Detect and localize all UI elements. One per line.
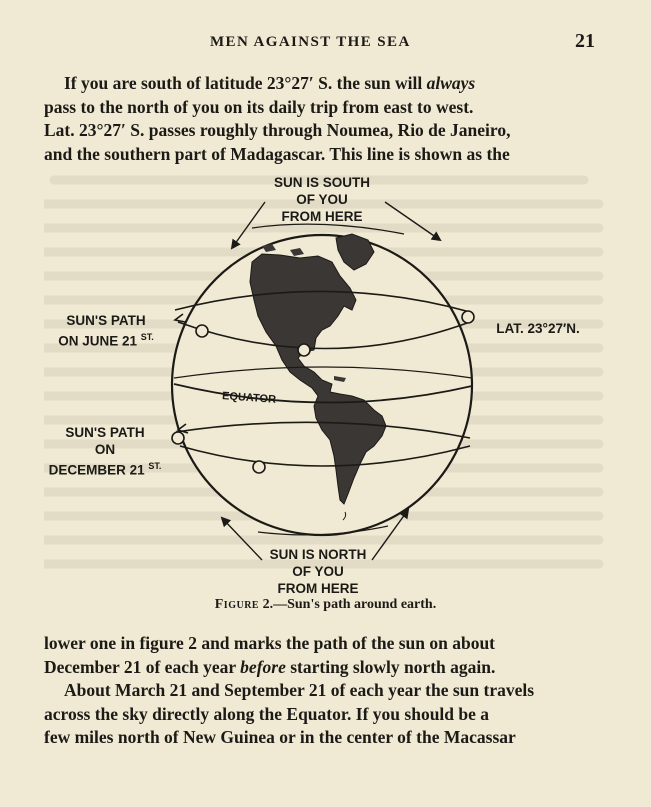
text-run: ON JUNE 21	[58, 333, 137, 349]
sun-marker-icon	[172, 432, 184, 444]
label-line: OF YOU	[296, 192, 348, 207]
arrow-icon	[232, 202, 265, 248]
superscript: ST.	[148, 461, 162, 471]
emphasis-text: before	[240, 656, 286, 677]
label-line: SUN'S PATH	[66, 313, 146, 328]
text-run: starting slowly north again.	[285, 656, 496, 677]
figure-sun-path	[0, 168, 651, 618]
text-run: If you are south of latitude 23°27′ S. the sun will	[64, 73, 427, 93]
direction-arrow-icon	[175, 314, 185, 322]
page-number: 21	[575, 30, 595, 52]
sun-marker-icon	[196, 325, 208, 337]
label-latitude	[478, 320, 598, 337]
arrow-icon	[385, 202, 440, 240]
paragraph-line: pass to the north of you on its daily trip from east to west.	[44, 96, 474, 117]
paragraph-line: few miles north of New Guinea or in the center of the Macassar	[44, 727, 516, 747]
globe-diagram	[0, 168, 651, 598]
label-line: FROM HERE	[281, 209, 363, 224]
caption-prefix: Figure	[214, 597, 260, 612]
paragraph-line: Lat. 23°27′ S. passes roughly through Noumea, Rio de Janeiro,	[44, 120, 511, 140]
running-head	[0, 30, 651, 54]
arc-bracket	[252, 224, 404, 234]
label-line: SUN IS SOUTH	[273, 175, 370, 190]
label-line: SUN'S PATH	[65, 425, 145, 440]
sun-marker-icon	[298, 344, 310, 356]
label-line: LAT. 23°27′N.	[496, 321, 580, 336]
emphasis-text: always	[426, 73, 476, 93]
paragraph-line: lower one in figure 2 and marks the path of the sun on about	[44, 633, 496, 653]
label-line: OF YOU	[292, 564, 344, 579]
sun-marker-icon	[253, 461, 265, 473]
label-line: SUN IS NORTH	[269, 547, 367, 562]
paragraph-line	[44, 656, 604, 680]
sun-marker-icon	[462, 311, 474, 323]
label-line: EQUATOR	[221, 390, 277, 406]
figure-caption	[0, 597, 651, 613]
text-run: December 21 of each year	[44, 656, 241, 677]
arrow-icon	[222, 518, 262, 560]
paragraph-line: and the southern part of Madagascar. This line is shown as the	[44, 143, 510, 164]
label-line	[46, 329, 166, 350]
label-december-path	[40, 424, 170, 479]
caption-text: 2.—Sun's path around earth.	[259, 597, 437, 612]
label-line: ON	[94, 442, 116, 457]
paragraph-line	[44, 72, 604, 96]
top-paragraph	[44, 72, 604, 166]
label-june-path	[46, 312, 166, 350]
label-sun-south	[262, 174, 382, 225]
label-line	[40, 458, 170, 479]
running-title: MEN AGAINST THE SEA	[210, 34, 411, 50]
bottom-paragraph	[44, 632, 604, 750]
text-run: DECEMBER 21	[48, 462, 145, 478]
label-line: FROM HERE	[277, 581, 359, 596]
paragraph-line: About March 21 and September 21 of each year the sun travels	[64, 680, 535, 700]
superscript: ST.	[140, 332, 154, 342]
label-sun-north	[258, 546, 378, 597]
paragraph-line: across the sky directly along the Equator. If you should be a	[44, 703, 490, 724]
